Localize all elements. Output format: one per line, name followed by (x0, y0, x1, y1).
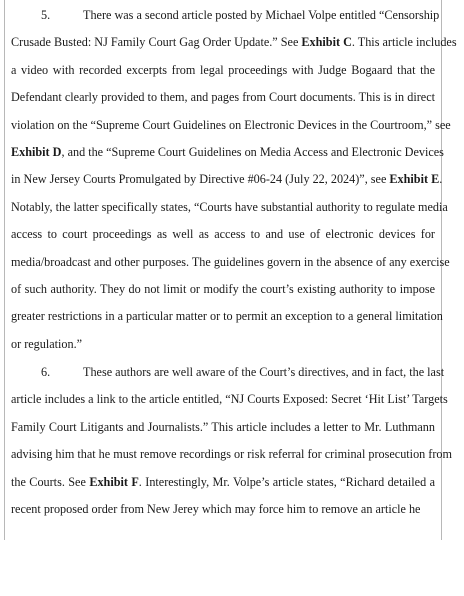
text-line (11, 331, 435, 358)
text-segment: access to court proceedings as well as access to and use of electronic devices for (11, 227, 435, 242)
text-segment: article includes a link to the article entitled, “NJ Courts Exposed: Secret ‘Hit List’ Targets (11, 392, 448, 407)
text-segment: violation on the “Supreme Court Guidelines on Electronic Devices in the Courtroom,” see (11, 117, 451, 132)
exhibit-reference: Exhibit D (11, 144, 62, 159)
text-segment: or regulation.” (11, 336, 83, 351)
text-segment: advising him that he must remove recordings or risk referral for criminal prosecution from (11, 447, 452, 462)
text-segment: Family Court Litigants and Journalists.” This article includes a letter to Mr. Luthmann (11, 419, 435, 434)
text-segment: , and the “Supreme Court Guidelines on Media Access and Electronic Devices (61, 144, 444, 159)
text-segment: . Interestingly, Mr. Volpe’s article states, “Richard detailed a (138, 474, 435, 489)
text-segment: media/broadcast and other purposes. The guidelines govern in the absence of any exercise (11, 254, 450, 269)
paragraph-6 (11, 359, 452, 523)
text-line (11, 386, 448, 413)
text-segment: . This article includes (351, 35, 457, 50)
text-segment: Notably, the latter specifically states, “Courts have substantial authority to regulate media (11, 199, 448, 214)
text-line (11, 29, 457, 56)
text-line (11, 2, 440, 29)
text-segment: Defendant clearly provided to them, and pages from Court documents. This is in direct (11, 90, 435, 105)
text-line (11, 359, 445, 386)
text-segment: . (439, 172, 443, 187)
text-line (11, 57, 435, 84)
text-line (11, 166, 443, 193)
text-line (11, 276, 435, 303)
text-line (11, 303, 443, 330)
text-segment: There was a second article posted by Michael Volpe entitled “Censorship (83, 8, 440, 22)
text-line (11, 84, 435, 111)
exhibit-reference: Exhibit F (89, 474, 139, 489)
text-segment: a video with recorded excerpts from legal proceedings with Judge Bogaard that the (11, 62, 435, 77)
text-line (11, 112, 451, 139)
paragraph-number: 6. (41, 365, 51, 379)
exhibit-reference: Exhibit C (301, 35, 352, 50)
text-segment: Crusade Busted: NJ Family Court Gag Order Update.” See (11, 35, 302, 50)
paragraph-number: 5. (41, 8, 51, 22)
exhibit-reference: Exhibit E (389, 172, 440, 187)
text-line (11, 496, 435, 523)
text-line (11, 221, 435, 248)
text-line (11, 469, 435, 496)
paragraph-5 (11, 2, 457, 358)
text-line (11, 139, 444, 166)
text-segment: of such authority. They do not limit or modify the court’s existing authority to impose (11, 281, 435, 296)
text-line (11, 441, 452, 468)
text-line (11, 414, 435, 441)
text-segment: greater restrictions in a particular matter or to permit an exception to a general limitation (11, 309, 443, 324)
text-segment: the Courts. See (11, 474, 90, 489)
text-line (11, 194, 448, 221)
text-segment: These authors are well aware of the Court’s directives, and in fact, the last (83, 365, 445, 379)
text-segment: in New Jersey Courts Promulgated by Directive #06-24 (July 22, 2024)”, see (11, 172, 390, 187)
left-margin-rule (4, 0, 5, 540)
text-line (11, 249, 450, 276)
text-segment: recent proposed order from New Jerey which may force him to remove an article he (11, 501, 421, 516)
